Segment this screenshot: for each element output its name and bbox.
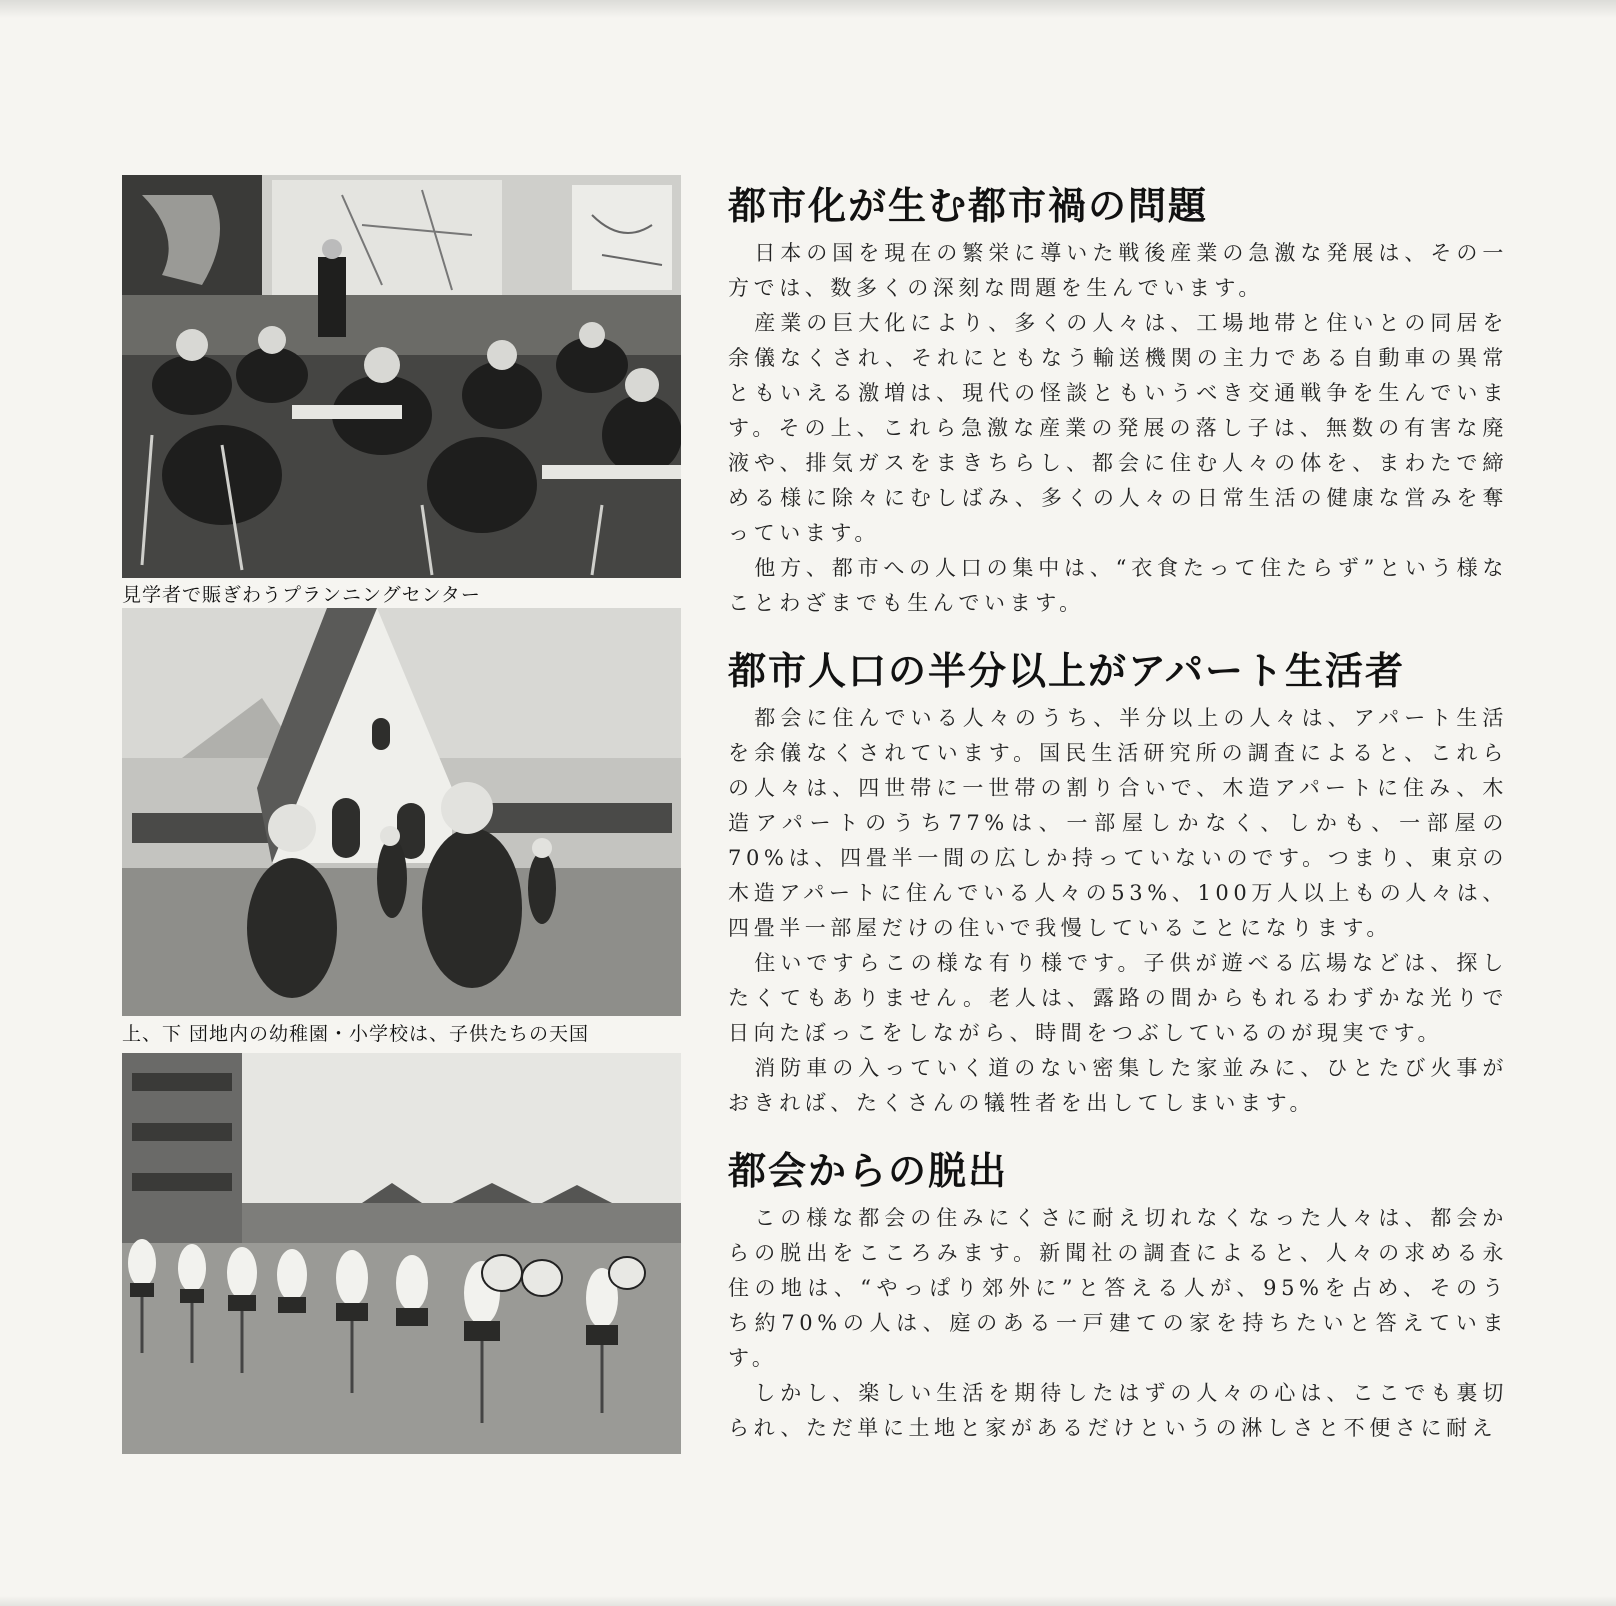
paragraph: 消防車の入っていく道のない密集した家並みに、ひとたび火事がおきれば、たくさんの犠牲者を出してしまいます。 [728, 1056, 1508, 1115]
paragraph: 住いですらこの様な有り様です。子供が遊べる広場などは、探したくてもありません。老人は、露路の間からもれるわずかな光りで日向たぼっこをしながら、時間をつぶしているのが現実です。 [728, 951, 1508, 1045]
page-top-edge [0, 0, 1616, 18]
paragraph: 他方、都市への人口の集中は、“衣食たって住たらず”という様なことわざまでも生んでいます。 [728, 556, 1508, 615]
paragraph: この様な都会の住みにくさに耐え切れなくなった人々は、都会からの脱出をこころみます。新聞社の調査によると、人々の求める永住の地は、“やっぱり郊外に”と答える人が、95%を占め、そのうち約70%の人は、庭のある一戸建ての家を持ちたいと答えています。 [728, 1206, 1508, 1370]
section-escape-from-city [728, 1140, 1508, 1446]
photo-caption: 上、下 団地内の幼稚園・小学校は、子供たちの天国 [122, 1023, 590, 1045]
section-heading: 都会からの脱出 [728, 1149, 1009, 1193]
section-apartment-living [728, 640, 1508, 1121]
section-heading: 都市人口の半分以上がアパート生活者 [728, 649, 1405, 693]
page-bottom-edge [0, 1596, 1616, 1606]
paragraph: 日本の国を現在の繁栄に導いた戦後産業の急激な発展は、その一方では、数多くの深刻な問題を生んでいます。 [728, 241, 1508, 300]
paragraph: 産業の巨大化により、多くの人々は、工場地帯と住いとの同居を余儀なくされ、それにともなう輸送機関の主力である自動車の異常ともいえる激増は、現代の怪談ともいうべき交通戦争を生んでいます。その上、これら急激な産業の発展の落し子は、無数の有害な廃液や、排気ガスをまきちらし、都会に住む人々の体を、まわたで締める様に除々にむしばみ、多くの人々の日常生活の健康な営みを奪っています。 [728, 311, 1508, 545]
photo-caption: 見学者で賑ぎわうプランニングセンター [122, 584, 481, 606]
kindergarten-photo [122, 608, 681, 1016]
paragraph: しかし、楽しい生活を期待したはずの人々の心は、ここでも裏切られ、ただ単に土地と家があるだけというの淋しさと不便さに耐え [728, 1381, 1508, 1440]
paragraph: 都会に住んでいる人々のうち、半分以上の人々は、アパート生活を余儀なくされています。国民生活研究所の調査によると、これらの人々は、四世帯に一世帯の割り合いで、木造アパートに住み、木造アパートのうち77%は、一部屋しかなく、しかも、一部屋の70%は、四畳半一間の広しか持っていないのです。つまり、東京の木造アパートに住んでいる人々の53%、100万人以上もの人々は、四畳半一部屋だけの住いで我慢していることになります。 [728, 706, 1508, 940]
section-urban-problems [728, 175, 1508, 621]
classroom-photo [122, 175, 681, 578]
section-heading: 都市化が生む都市禍の問題 [728, 184, 1209, 228]
marching-band-photo [122, 1053, 681, 1454]
